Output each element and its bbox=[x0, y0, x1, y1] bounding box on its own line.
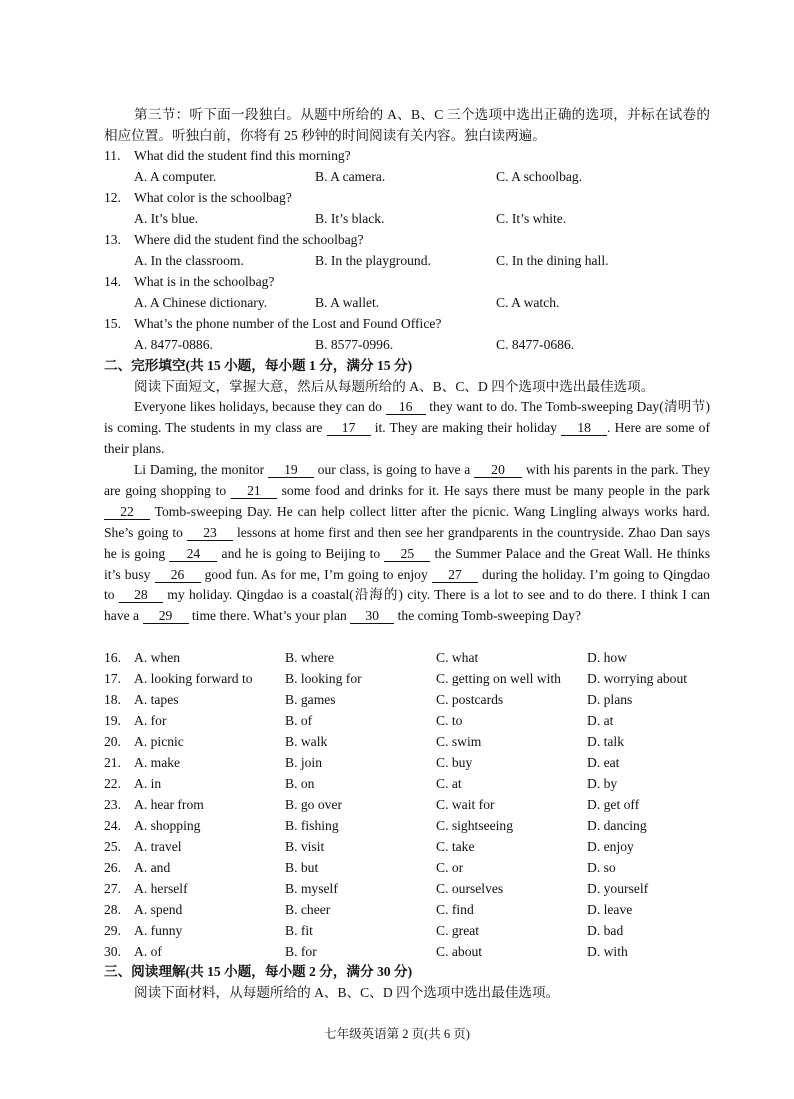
option-number: 25. bbox=[104, 839, 121, 854]
option-c: C. A watch. bbox=[496, 295, 560, 310]
passage-annotation: (沿海的) bbox=[349, 587, 403, 603]
option-a: A. A computer. bbox=[134, 169, 217, 184]
option-d[interactable]: D. enjoy bbox=[587, 839, 634, 854]
option-b[interactable]: B. fishing bbox=[285, 818, 339, 833]
option-number: 16. bbox=[104, 650, 121, 665]
blank-20[interactable]: 20 bbox=[474, 463, 522, 478]
passage-text: time there. What’s your plan bbox=[191, 608, 347, 624]
passage-text: they want to do. The Tomb-sweeping Day bbox=[429, 399, 660, 414]
option-c: C. It’s white. bbox=[496, 211, 567, 226]
section3-instructions: 第三节：听下面一段独白。从题中所给的 A、B、C 三个选项中选出正确的选项，并标在试卷的相应位置。听独白前，你将有 25 秒钟的时间阅读有关内容。独白读两遍。 bbox=[104, 107, 710, 143]
option-b[interactable]: B. for bbox=[285, 944, 317, 959]
passage-text: with his parents in the park. They are going shopping to bbox=[104, 462, 710, 498]
option-d[interactable]: D. eat bbox=[587, 755, 620, 770]
option-b[interactable]: B. but bbox=[285, 860, 319, 875]
passage-text: it. They are making their holiday bbox=[374, 419, 557, 435]
option-number: 24. bbox=[104, 818, 121, 833]
option-c[interactable]: C. what bbox=[436, 650, 479, 665]
passage-text: during the holiday. I’m going to Qingdao to bbox=[104, 566, 710, 603]
option-b[interactable]: B. looking for bbox=[285, 671, 362, 686]
passage-text: and he is going to Beijing to bbox=[221, 545, 381, 561]
option-a[interactable]: A. looking forward to bbox=[134, 671, 253, 686]
option-a[interactable]: A. for bbox=[134, 713, 167, 728]
question-number: 14. bbox=[104, 274, 121, 289]
option-b: B. A camera. bbox=[315, 169, 386, 184]
option-b[interactable]: B. go over bbox=[285, 797, 343, 812]
option-c[interactable]: C. to bbox=[436, 713, 463, 728]
option-d[interactable]: D. worrying about bbox=[587, 671, 688, 686]
option-a[interactable]: A. make bbox=[134, 755, 181, 770]
question-stem: What is in the schoolbag? bbox=[134, 274, 275, 289]
option-a[interactable]: A. shopping bbox=[134, 818, 201, 833]
option-number: 28. bbox=[104, 902, 121, 917]
option-b[interactable]: B. cheer bbox=[285, 902, 331, 917]
blank-24[interactable]: 24 bbox=[169, 547, 217, 562]
option-a[interactable]: A. funny bbox=[134, 923, 183, 938]
passage-text: Tomb-sweeping Day. He can help collect litter after the picnic. Wang Lingling always works hard. She’s going to bbox=[104, 503, 710, 540]
option-number: 20. bbox=[104, 734, 121, 749]
option-number: 18. bbox=[104, 692, 121, 707]
passage-text: some food and drinks for it. He says there must be many people in the park bbox=[281, 482, 710, 498]
option-c[interactable]: C. postcards bbox=[436, 692, 504, 707]
option-b[interactable]: B. join bbox=[285, 755, 323, 770]
passage-text: our class, is going to have a bbox=[317, 462, 471, 477]
option-b[interactable]: B. games bbox=[285, 692, 336, 707]
question-number: 11. bbox=[104, 148, 121, 163]
option-d[interactable]: D. dancing bbox=[587, 818, 647, 833]
option-a: A. 8477-0886. bbox=[134, 337, 213, 352]
option-b[interactable]: B. fit bbox=[285, 923, 313, 938]
option-d[interactable]: D. at bbox=[587, 713, 614, 728]
blank-28[interactable]: 28 bbox=[119, 588, 163, 603]
option-a[interactable]: A. picnic bbox=[134, 734, 184, 749]
option-d[interactable]: D. talk bbox=[587, 734, 624, 749]
option-c: C. In the dining hall. bbox=[496, 253, 609, 268]
option-c[interactable]: C. sightseeing bbox=[436, 818, 514, 833]
option-number: 21. bbox=[104, 755, 121, 770]
blank-29[interactable]: 29 bbox=[143, 609, 189, 624]
option-c[interactable]: C. getting on well with bbox=[436, 671, 561, 686]
blank-17[interactable]: 17 bbox=[327, 421, 371, 436]
option-c: C. A schoolbag. bbox=[496, 169, 583, 184]
passage-text: my holiday. Qingdao is a coastal bbox=[167, 587, 350, 603]
option-c[interactable]: C. find bbox=[436, 902, 474, 917]
question-stem: Where did the student find the schoolbag? bbox=[134, 232, 364, 247]
question-number: 13. bbox=[104, 232, 121, 247]
option-c[interactable]: C. great bbox=[436, 923, 480, 938]
part2-heading: 二、完形填空(共 15 小题，每小题 1 分，满分 15 分) bbox=[104, 358, 413, 373]
option-b: B. In the playground. bbox=[315, 253, 431, 268]
blank-25[interactable]: 25 bbox=[384, 547, 430, 562]
page-footer: 七年级英语第 2 页(共 6 页) bbox=[324, 1027, 470, 1041]
question-stem: What’s the phone number of the Lost and Found Office? bbox=[134, 316, 442, 331]
option-c: C. 8477-0686. bbox=[496, 337, 575, 352]
option-a[interactable]: A. and bbox=[134, 860, 171, 875]
option-c[interactable]: C. or bbox=[436, 860, 464, 875]
option-a[interactable]: A. when bbox=[134, 650, 181, 665]
question-number: 15. bbox=[104, 316, 121, 331]
option-b[interactable]: B. walk bbox=[285, 734, 328, 749]
option-c[interactable]: C. at bbox=[436, 776, 462, 791]
blank-30[interactable]: 30 bbox=[350, 609, 394, 624]
option-a[interactable]: A. travel bbox=[134, 839, 182, 854]
option-number: 19. bbox=[104, 713, 121, 728]
passage-text: Li Daming, the monitor bbox=[134, 462, 265, 477]
option-c[interactable]: C. swim bbox=[436, 734, 482, 749]
passage-text: good fun. As for me, I’m going to enjoy bbox=[204, 566, 428, 582]
passage-text: the coming Tomb-sweeping Day? bbox=[397, 608, 582, 624]
option-a: A. In the classroom. bbox=[134, 253, 244, 268]
option-c[interactable]: C. ourselves bbox=[436, 881, 504, 896]
option-b: B. 8577-0996. bbox=[315, 337, 394, 352]
option-b: B. It’s black. bbox=[315, 211, 385, 226]
option-b: B. A wallet. bbox=[315, 295, 380, 310]
option-d[interactable]: D. so bbox=[587, 860, 616, 875]
part3-heading: 三、阅读理解(共 15 小题，每小题 2 分，满分 30 分) bbox=[104, 964, 413, 979]
option-a[interactable]: A. hear from bbox=[134, 797, 204, 812]
option-d[interactable]: D. yourself bbox=[587, 881, 649, 896]
option-b[interactable]: B. myself bbox=[285, 881, 338, 896]
blank-22[interactable]: 22 bbox=[104, 505, 150, 520]
blank-16[interactable]: 16 bbox=[386, 400, 426, 415]
passage-text: is coming. The students in my class are bbox=[104, 419, 323, 435]
question-stem: What color is the schoolbag? bbox=[134, 190, 292, 205]
option-c[interactable]: C. buy bbox=[436, 755, 473, 770]
option-number: 30. bbox=[104, 944, 121, 959]
blank-27[interactable]: 27 bbox=[432, 568, 478, 583]
passage-paragraph-1 bbox=[104, 397, 710, 460]
question-stem: What did the student find this morning? bbox=[134, 148, 351, 163]
option-number: 17. bbox=[104, 671, 121, 686]
option-a[interactable]: A. tapes bbox=[134, 692, 179, 707]
option-d[interactable]: D. how bbox=[587, 650, 628, 665]
blank-26[interactable]: 26 bbox=[155, 568, 201, 583]
option-number: 22. bbox=[104, 776, 121, 791]
part2-instructions: 阅读下面短文，掌握大意，然后从每题所给的 A、B、C、D 四个选项中选出最佳选项。 bbox=[134, 379, 655, 394]
option-number: 27. bbox=[104, 881, 121, 896]
option-number: 23. bbox=[104, 797, 121, 812]
option-d[interactable]: D. with bbox=[587, 944, 628, 959]
option-c[interactable]: C. take bbox=[436, 839, 475, 854]
option-c[interactable]: C. about bbox=[436, 944, 483, 959]
option-a[interactable]: A. of bbox=[134, 944, 162, 959]
passage-text: . Here are some of their plans. bbox=[104, 419, 711, 456]
passage-annotation: (清明节) bbox=[659, 399, 711, 414]
option-a[interactable]: A. spend bbox=[134, 902, 183, 917]
option-a[interactable]: A. herself bbox=[134, 881, 188, 896]
option-d[interactable]: D. by bbox=[587, 776, 618, 791]
blank-18[interactable]: 18 bbox=[561, 421, 607, 436]
part3-instructions: 阅读下面材料，从每题所给的 A、B、C、D 四个选项中选出最佳选项。 bbox=[134, 985, 560, 1000]
passage-text: the Summer Palace and the Great Wall. He thinks it’s busy bbox=[104, 545, 710, 582]
option-a: A. It’s blue. bbox=[134, 211, 199, 226]
option-d[interactable]: D. leave bbox=[587, 902, 633, 917]
blank-21[interactable]: 21 bbox=[231, 484, 277, 499]
blank-23[interactable]: 23 bbox=[187, 526, 233, 541]
option-d[interactable]: D. get off bbox=[587, 797, 640, 812]
option-number: 26. bbox=[104, 860, 121, 875]
passage-text: city. There is a lot to see and to do there. I think I can have a bbox=[104, 587, 710, 624]
passage-text: lessons at home first and then see her grandparents in the countryside. Zhao Dan says he is going bbox=[104, 524, 710, 561]
option-c[interactable]: C. wait for bbox=[436, 797, 495, 812]
option-number: 29. bbox=[104, 923, 121, 938]
option-b[interactable]: B. where bbox=[285, 650, 335, 665]
passage-paragraph-2 bbox=[104, 460, 710, 627]
option-b[interactable]: B. on bbox=[285, 776, 315, 791]
option-b[interactable]: B. of bbox=[285, 713, 313, 728]
blank-19[interactable]: 19 bbox=[268, 463, 314, 478]
option-a: A. A Chinese dictionary. bbox=[134, 295, 268, 310]
passage-text: Everyone likes holidays, because they can do bbox=[134, 399, 382, 414]
option-b[interactable]: B. visit bbox=[285, 839, 325, 854]
question-number: 12. bbox=[104, 190, 121, 205]
option-d[interactable]: D. bad bbox=[587, 923, 624, 938]
option-d[interactable]: D. plans bbox=[587, 692, 633, 707]
option-a[interactable]: A. in bbox=[134, 776, 162, 791]
